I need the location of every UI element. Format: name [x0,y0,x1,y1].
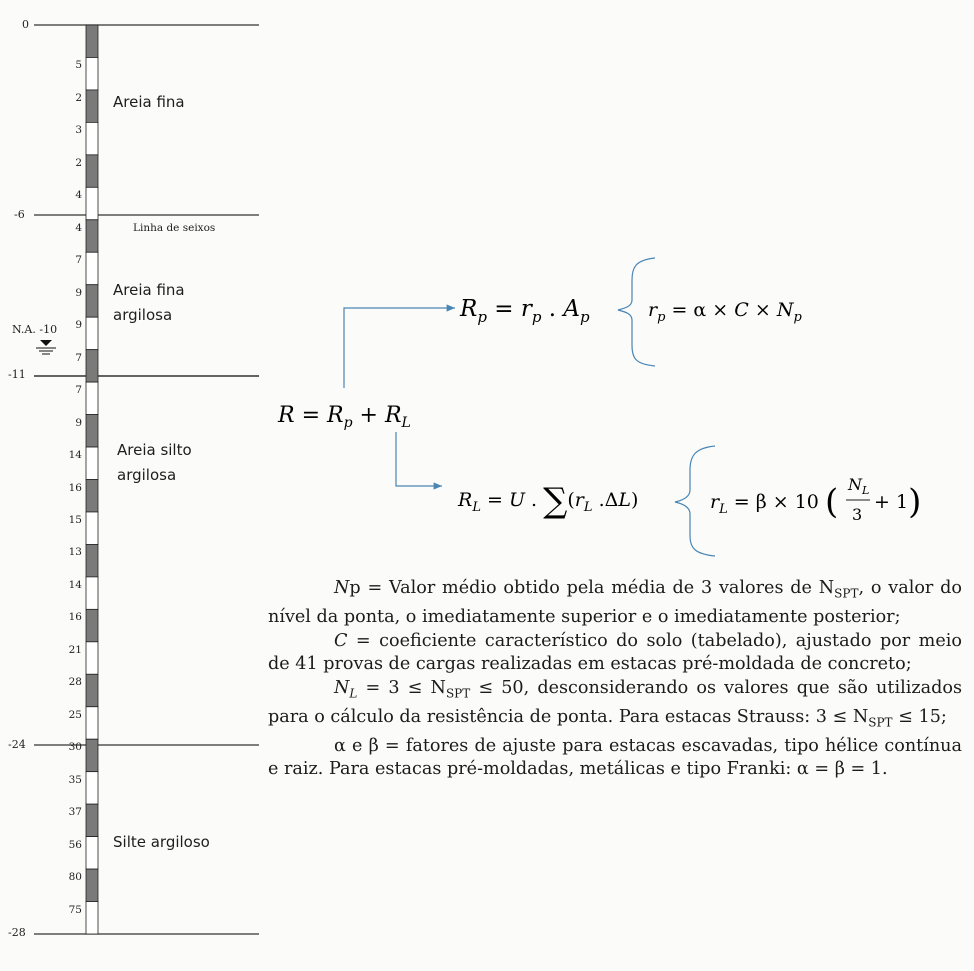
spt-cell [86,447,98,479]
spt-cell [86,285,98,317]
symbol-np: Np [334,578,361,598]
formula-total: $R = R_p + R_L$ [278,403,411,431]
spt-value: 14 [68,578,82,591]
spt-cell [86,674,98,706]
spt-cell [86,155,98,187]
spt-cell [86,772,98,804]
formula-tip: $R_p = r_p$ . $A_p$ [460,296,590,326]
spt-value: 2 [75,91,82,104]
spt-cell [86,317,98,349]
spt-cell [86,804,98,836]
definition-nl: $N_L = 3 \le N_{SPT} \le 50$, desconsiderando os valores que são utilizados para o cálculo da resistência de ponta. Para estacas Strauss: $3 \le N_{SPT} \le 15$; [268,677,962,730]
spt-value: 28 [68,676,82,689]
spt-cell [86,187,98,219]
spt-value: 13 [68,546,82,559]
spt-cell [86,252,98,284]
spt-cell [86,642,98,674]
depth-label-24: -24 [8,738,26,751]
spt-cell [86,122,98,154]
spt-value: 7 [75,254,82,267]
layer-areia-fina-argilosa [113,278,185,328]
spt-cell [86,544,98,576]
definition-text: coeficiente característico do solo (tabelado), ajustado por meio de 41 provas de cargas realizadas em estacas pré-moldada de concreto; [268,630,962,675]
spt-cell [86,25,98,57]
spt-value: 3 [75,124,82,137]
spt-cell [86,869,98,901]
spt-cell [86,577,98,609]
spt-value: 25 [68,708,82,721]
spt-cell [86,90,98,122]
layer-areia-fina: Areia fina [113,93,185,111]
symbol-alpha-beta: α e β [334,735,379,756]
layer-linha-de-seixos: Linha de seixos [133,222,216,234]
definition-text: ≤ 50, desconsiderando os valores que são utilizados para o cálculo da resistência de ponta. Para estacas Strauss: 3 ≤ N [268,677,962,727]
depth-label-6: -6 [14,208,25,221]
definition-np: Np = Valor médio obtido pela média de 3 valores de $N_{SPT}$, o valor do nível da ponta, o imediatamente superior e o imediatamente posterior; [268,578,962,628]
definition-text: 3 ≤ N [388,677,446,698]
symbol-c: C [334,630,348,651]
formula-tip-detail: $r_p = \alpha \times C \times N_p$ [648,299,802,325]
spt-value: 35 [68,773,82,786]
layer-areia-silto-argilosa [117,438,192,488]
formula-lateral-detail: $r_L = \beta \times 10$ ( [710,482,839,522]
layer-silte-argiloso: Silte argiloso [113,833,210,851]
layer-line: Areia silto [117,441,192,459]
spt-value: 16 [68,481,82,494]
depth-label-28: -28 [8,926,26,939]
fraction-denominator: 3 [852,505,863,524]
spt-value: 37 [68,806,82,819]
spt-value: 21 [68,643,82,656]
spt-value: 9 [75,286,82,299]
soil-profile [0,0,270,971]
spt-cell [86,609,98,641]
arrow-to-rp [344,308,455,388]
spt-cell [86,382,98,414]
definition-text: ≤ 15; [892,706,947,727]
water-level-icon [36,340,56,354]
spt-value: 4 [75,189,82,202]
arrow-to-rl [396,432,442,486]
definition-text: fatores de ajuste para estacas escavadas, tipo hélice contínua e raiz. Para estacas pré-moldadas, metálicas e tipo Franki: α = β = 1. [268,735,963,780]
spt-cell [86,57,98,89]
spt-cell [86,220,98,252]
formula-diagram [270,250,970,560]
spt-cell [86,739,98,771]
symbol-nl: $N_L$ [334,677,358,701]
spt-cell [86,480,98,512]
spt-value: 30 [68,741,82,754]
definition-sub: SPT [445,686,471,701]
depth-label-0: 0 [22,18,29,31]
spt-value: 80 [68,871,82,884]
layer-line: argilosa [117,466,177,484]
spt-cell [86,512,98,544]
layer-line: Areia fina [113,281,185,299]
definition-text: , o valor do nível da ponta, o imediatamente superior e o imediatamente posterior; [268,578,962,628]
depth-label-11: -11 [8,368,26,381]
definition-sub: SPT [868,715,893,730]
spt-value: 9 [75,416,82,429]
spt-value: 7 [75,351,82,364]
spt-value: 14 [68,449,82,462]
spt-cell [86,350,98,382]
spt-value: 75 [68,903,82,916]
spt-value: 15 [68,513,82,526]
formula-lateral-tail: + 1) [874,482,922,522]
water-level-label: N.A. -10 [12,323,58,336]
spt-column [86,25,98,934]
definition-alpha-beta: α e β = fatores de ajuste para estacas escavadas, tipo hélice contínua e raiz. Para estacas pré-moldadas, metálicas e tipo Franki: α = β = 1. [268,735,963,780]
definition-sub: SPT [834,586,859,601]
fraction-numerator: $N_L$ [848,475,870,497]
brace-lateral [675,446,715,556]
definition-text: Valor médio obtido pela média de 3 valores de N [389,578,835,598]
spt-value: 5 [75,59,82,72]
spt-cell [86,837,98,869]
spt-value: 56 [68,838,82,851]
formula-lateral: $R_L = U$ . $\sum(r_L$ .ΔL) [458,481,639,521]
spt-cell [86,415,98,447]
layer-line: argilosa [113,306,173,324]
definitions-text [268,577,962,782]
spt-value: 4 [75,221,82,234]
definition-c: C = coeficiente característico do solo (tabelado), ajustado por meio de 41 provas de cargas realizadas em estacas pré-moldada de concreto; [268,630,962,675]
spt-value: 7 [75,384,82,397]
spt-cell [86,902,98,934]
spt-value: 16 [68,611,82,624]
spt-cell [86,707,98,739]
spt-value: 9 [75,319,82,332]
spt-value: 2 [75,156,82,169]
